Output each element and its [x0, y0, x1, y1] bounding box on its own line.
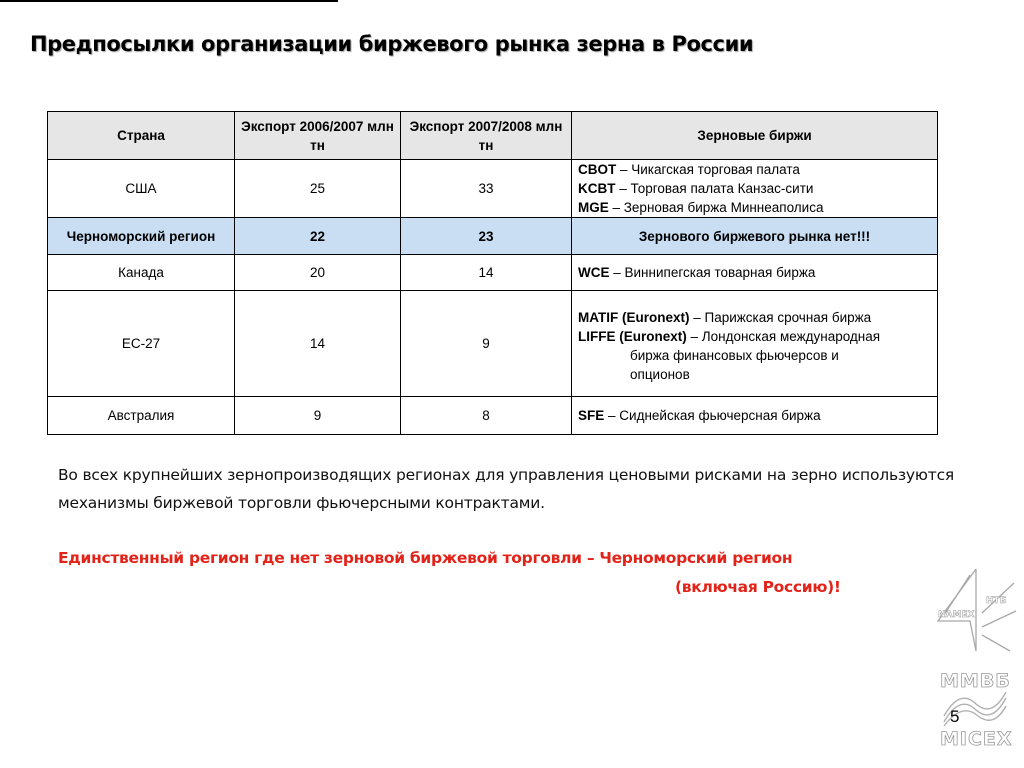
country-cell: США [48, 160, 235, 218]
exchange-desc-continuation: опционов [630, 366, 690, 382]
exchange-desc-continuation: биржа финансовых фьючерсов и [630, 347, 839, 363]
table-row [48, 255, 938, 291]
exchange-desc: – Торговая палата Канзас-сити [615, 181, 814, 196]
table-row [48, 291, 938, 397]
exchange-entry [578, 160, 931, 179]
conclusion-text [58, 544, 958, 602]
exchange-desc: – Виннипегская товарная биржа [609, 265, 816, 280]
export-2006-cell: 9 [235, 397, 401, 435]
exchange-desc: – Сиднейская фьючерсная биржа [604, 408, 821, 423]
exchanges-cell [572, 255, 938, 291]
export-2006-cell: 20 [235, 255, 401, 291]
header-export-2007: Экспорт 2007/2008 млн тн [401, 112, 572, 160]
body-paragraph: Во всех крупнейших зернопроизводящих регионах для управления ценовыми рисками на зерно используются механизмы биржевой торговли фьючерсными контрактами. [58, 466, 955, 512]
micex-logo-bottom: MICEX [940, 728, 1013, 750]
exchange-code: MATIF (Euronext) [578, 309, 690, 325]
exchange-desc: – Лондонская международная [686, 328, 881, 344]
ntb-logo-text: НТБ [986, 596, 1007, 606]
slide-title: Предпосылки организации биржевого рынка зерна в России [30, 32, 754, 56]
no-exchange-note: Зернового биржевого рынка нет!!! [572, 218, 938, 255]
exchange-code: SFE [578, 408, 605, 423]
exchange-entry [578, 327, 931, 346]
header-country: Страна [48, 112, 235, 160]
table-row [48, 160, 938, 218]
export-2007-cell: 33 [401, 160, 572, 218]
exchange-entry [578, 263, 931, 282]
exchange-desc: – Чикагская торговая палата [616, 162, 800, 177]
country-cell: Черноморский регион [48, 218, 235, 255]
page-number: 5 [950, 707, 960, 726]
micex-logo-top: ММВБ [940, 670, 1011, 692]
country-cell: Канада [48, 255, 235, 291]
exchange-desc: – Зерновая биржа Миннеаполиса [608, 200, 824, 215]
export-2007-cell: 14 [401, 255, 572, 291]
exchange-code: MGE [578, 200, 609, 215]
country-cell: ЕС-27 [48, 291, 235, 397]
header-export-2006: Экспорт 2006/2007 млн тн [235, 112, 401, 160]
exchange-entry [578, 198, 931, 217]
exchange-entry [578, 406, 931, 425]
namex-logo-text: NAMEX [938, 610, 975, 620]
conclusion-line-2: (включая Россию)! [675, 578, 841, 596]
export-2007-cell: 9 [401, 291, 572, 397]
country-cell: Австралия [48, 397, 235, 435]
exchange-desc: – Парижская срочная биржа [689, 309, 872, 325]
exchange-code: WCE [578, 265, 610, 280]
export-2006-cell: 25 [235, 160, 401, 218]
exchange-entry [578, 308, 931, 327]
table-row [48, 397, 938, 435]
export-2006-cell: 22 [235, 218, 401, 255]
table-header-row [48, 112, 938, 160]
export-2006-cell: 14 [235, 291, 401, 397]
exchange-code: LIFFE (Euronext) [578, 328, 687, 344]
namex-logo [930, 565, 1020, 655]
table-row-highlight [48, 218, 938, 255]
top-rule [0, 0, 338, 2]
header-exchanges: Зерновые биржи [572, 112, 938, 160]
exchanges-cell [572, 160, 938, 218]
export-2007-cell: 23 [401, 218, 572, 255]
grain-export-table [47, 111, 938, 435]
exchange-entry [578, 179, 931, 198]
conclusion-line-1: Единственный регион где нет зерновой биржевой торговли – Черноморский регион [58, 549, 793, 567]
export-2007-cell: 8 [401, 397, 572, 435]
exchanges-cell [572, 397, 938, 435]
exchange-code: CBOT [578, 162, 617, 177]
exchange-code: KCBT [578, 181, 616, 196]
exchanges-cell [572, 291, 938, 397]
